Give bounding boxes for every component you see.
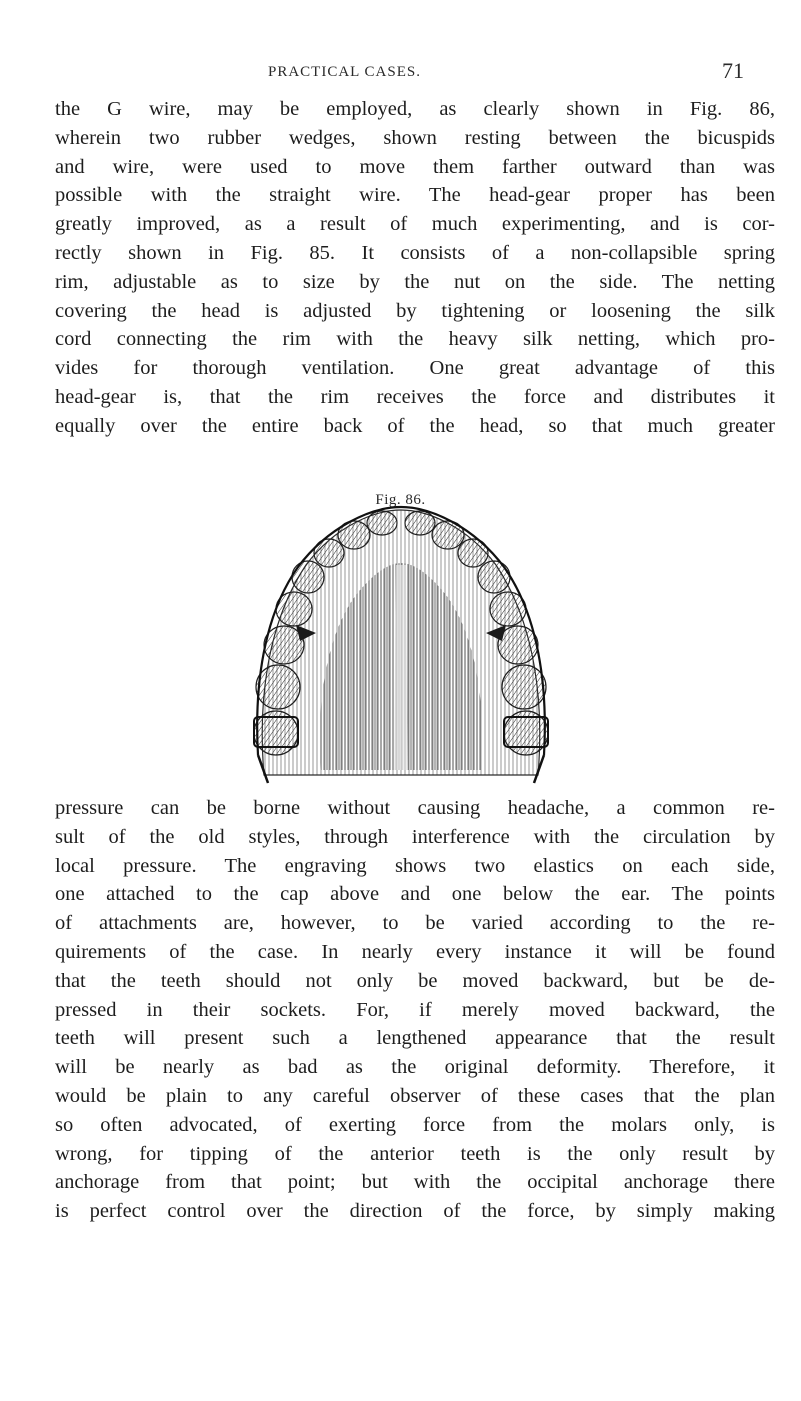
text-line: the G wire, may be employed, as clearly shown in Fig. 86, [55,98,775,120]
text-line: of attachments are, however, to be varied according to the re- [55,912,775,935]
text-line: head-gear is, that the rim receives the force and distributes it [55,385,775,408]
body-paragraph-2 [55,794,775,1226]
text-line: one attached to the cap above and one below the ear. The points [55,883,775,906]
figure-caption: Fig. 86. [375,492,426,508]
text-line: that the teeth should not only be moved backward, but be de- [55,969,775,992]
text-line: local pressure. The engraving shows two elastics on each side, [55,854,775,877]
text-line: and wire, were used to move them farther outward than was [55,155,775,178]
text-line: wherein two rubber wedges, shown resting between the bicuspids [55,126,775,149]
text-line: wrong, for tipping of the anterior teeth is the only result by [55,1142,775,1165]
page-header [0,58,801,88]
running-head: PRACTICAL CASES. [268,64,421,80]
text-line: sult of the old styles, through interference with the circulation by [55,825,775,848]
text-line: possible with the straight wire. The head-gear proper has been [55,184,775,207]
text-line: quirements of the case. In nearly every instance it will be found [55,940,775,963]
text-line: teeth will present such a lengthened appearance that the result [55,1027,775,1050]
text-line: will be nearly as bad as the original deformity. Therefore, it [55,1056,775,1079]
text-line: so often advocated, of exerting force from the molars only, is [55,1113,775,1136]
text-line: is perfect control over the direction of the force, by simply making [55,1200,775,1223]
text-line: pressure can be borne without causing headache, a common re- [55,797,775,819]
text-line: would be plain to any careful observer of these cases that the plan [55,1084,775,1107]
dental-arch-engraving [236,505,566,790]
body-paragraph-1 [55,95,775,441]
text-line: rectly shown in Fig. 85. It consists of a non-collapsible spring [55,241,775,264]
text-line: covering the head is adjusted by tightening or loosening the silk [55,299,775,322]
text-line: rim, adjustable as to size by the nut on the side. The netting [55,270,775,293]
text-line: anchorage from that point; but with the occipital anchorage there [55,1171,775,1194]
text-line: pressed in their sockets. For, if merely moved backward, the [55,998,775,1021]
text-line: equally over the entire back of the head, so that much greater [55,414,775,437]
page-number: 71 [722,58,744,83]
text-line: vides for thorough ventilation. One great advantage of this [55,357,775,380]
text-line: greatly improved, as a result of much experimenting, and is cor- [55,213,775,236]
text-line: cord connecting the rim with the heavy silk netting, which pro- [55,328,775,351]
